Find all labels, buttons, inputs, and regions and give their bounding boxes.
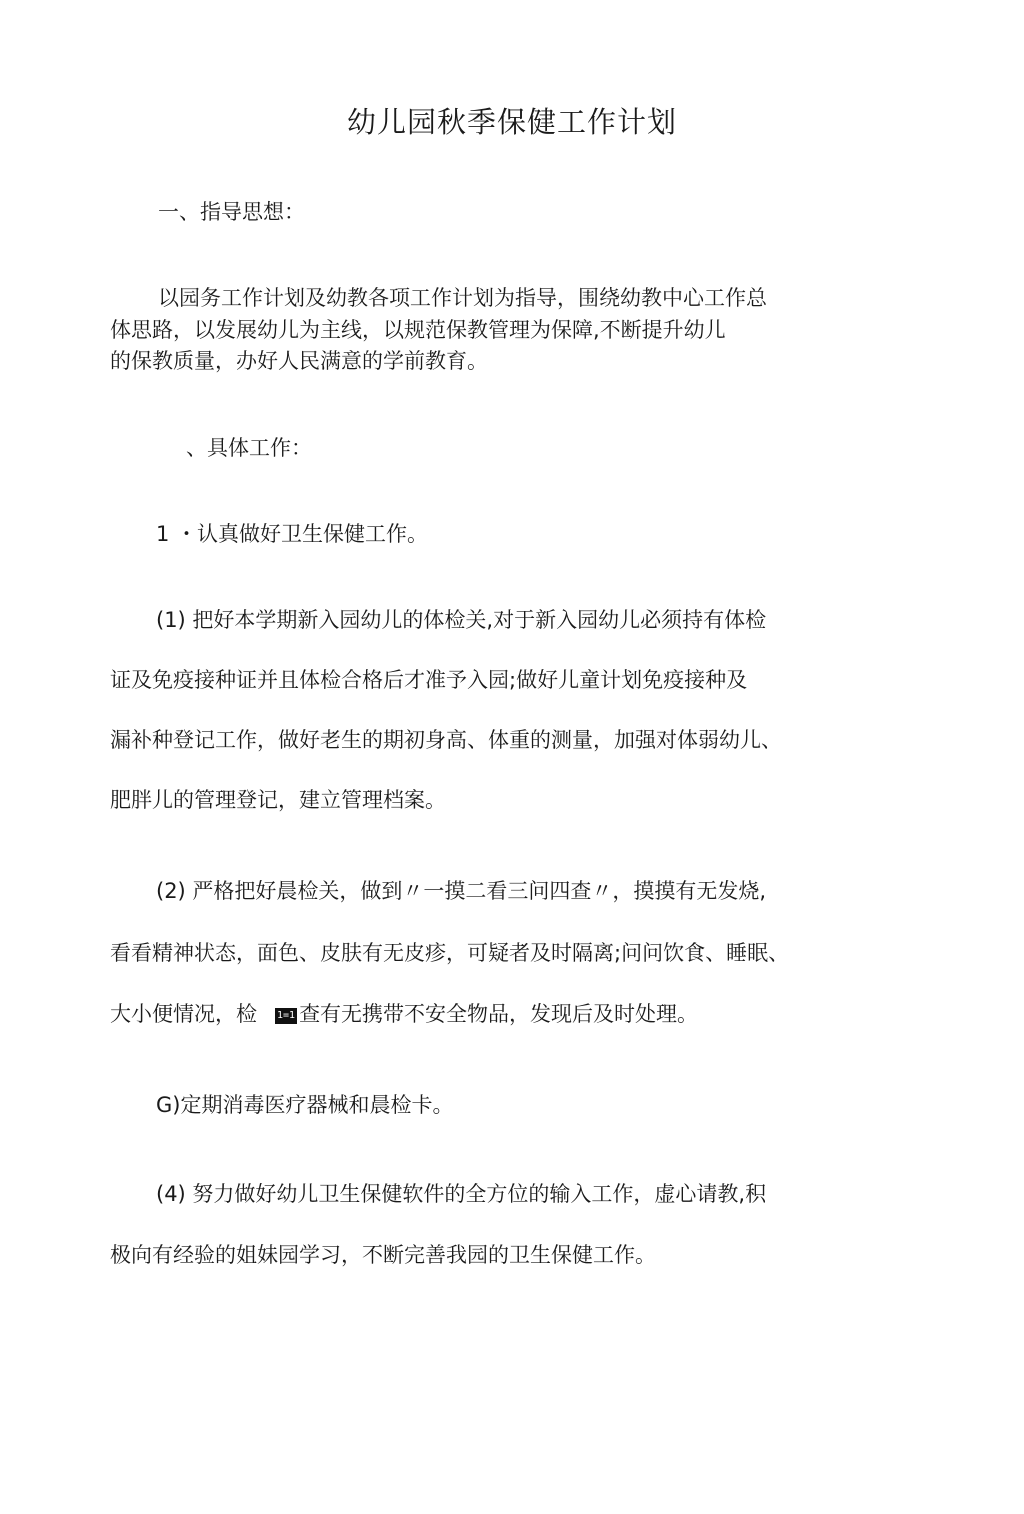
section-heading-specific-work: 、具体工作： — [186, 436, 312, 460]
item-heading: 1 ・认真做好卫生保健工作。 — [156, 522, 429, 546]
paragraph-text: 查有无携带不安全物品，发现后及时处理。 — [299, 1002, 699, 1026]
section-heading-guiding-thought: 一、指导思想： — [158, 200, 305, 224]
paragraph-line: 体思路，以发展幼儿为主线，以规范保教管理为保障,不断提升幼儿 — [110, 318, 726, 342]
paragraph-line: 极向有经验的姐妹园学习，不断完善我园的卫生保健工作。 — [110, 1243, 656, 1267]
paragraph-line: (2) 严格把好晨检关，做到〃一摸二看三问四查〃，摸摸有无发烧, — [156, 879, 767, 903]
inline-badge: 1=1 — [275, 1008, 297, 1024]
document-title: 幼儿园秋季保健工作计划 — [346, 105, 677, 139]
paragraph-line-with-badge — [110, 1000, 698, 1028]
paragraph-text: 大小便情况，检 — [110, 1002, 257, 1026]
paragraph-line: G)定期消毒医疗器械和晨检卡。 — [156, 1093, 454, 1117]
paragraph-line: 的保教质量，办好人民满意的学前教育。 — [110, 349, 488, 373]
paragraph-line: 证及免疫接种证并且体检合格后才准予入园;做好儿童计划免疫接种及 — [110, 668, 748, 692]
paragraph-line: 漏补种登记工作，做好老生的期初身高、体重的测量，加强对体弱幼儿、 — [110, 728, 782, 752]
paragraph-line: (4) 努力做好幼儿卫生保健软件的全方位的输入工作，虚心请教,积 — [156, 1182, 767, 1206]
paragraph-line: 肥胖儿的管理登记，建立管理档案。 — [110, 788, 446, 812]
paragraph-line: 看看精神状态，面色、皮肤有无皮疹，可疑者及时隔离;问问饮食、睡眠、 — [110, 941, 790, 965]
paragraph-line: (1) 把好本学期新入园幼儿的体检关,对于新入园幼儿必须持有体检 — [156, 608, 767, 632]
paragraph-line: 以园务工作计划及幼教各项工作计划为指导，围绕幼教中心工作总 — [158, 286, 767, 310]
